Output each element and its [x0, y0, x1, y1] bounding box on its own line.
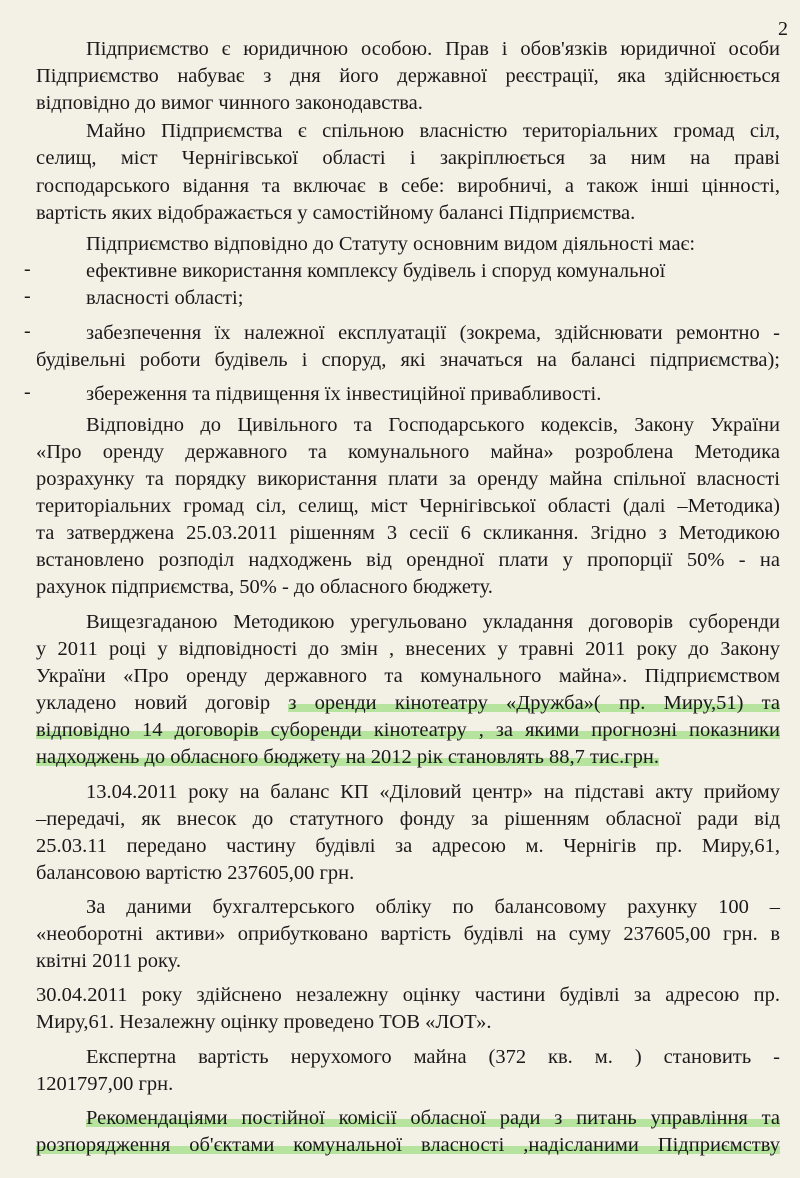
text-line: збереження та підвищення їх інвестиційної привабливості. — [86, 383, 602, 405]
highlighted-text: Рекомендаціями постійної комісії обласної ради з питань управління та — [86, 1107, 780, 1129]
highlighted-text: з оренди кінотеатру «Дружба»( пр. Миру,51) та — [288, 692, 780, 714]
text-line: квітні 2011 року. — [36, 950, 181, 972]
text-line: За даними бухгалтерського обліку по балансовому рахунку 100 – — [86, 896, 780, 918]
text-line: Підприємство відповідно до Статуту основним видом діяльності має: — [86, 233, 696, 255]
highlighted-text: надходжень до обласного бюджету на 2012 рік становлять 88,7 тис.грн. — [36, 746, 659, 768]
text-segment: укладено новий договір — [36, 692, 289, 714]
bullet-dash: - — [24, 320, 31, 342]
text-line: у 2011 році у відповідності до змін , внесених у травні 2011 року до Закону — [36, 638, 780, 660]
text-line: Підприємство набуває з дня його державної реєстрації, яка здійснюється — [36, 65, 780, 87]
text-line: територіальних громад сіл, селищ, міст Чернігівської області (далі –Методика) — [36, 495, 780, 517]
text-line: ефективне використання комплексу будівель і споруд комунальної — [86, 260, 666, 282]
text-line: України «Про оренду державного та комунального майна». Підприємством — [36, 665, 780, 687]
bullet-dash: - — [24, 381, 31, 403]
text-line: господарського відання та включає в себе: виробничі, а також інші цінності, — [36, 175, 780, 197]
text-line — [36, 717, 780, 743]
text-line: власності області; — [86, 287, 244, 309]
highlighted-text: розпорядження об'єктами комунальної власності ,надісланими Підприємству — [36, 1134, 780, 1156]
page-number: 2 — [778, 18, 788, 40]
text-line: –передачі, як внесок до статутного фонду за рішенням обласної ради від — [36, 808, 780, 830]
text-line: встановлено розподіл надходжень від орендної плати у пропорції 50% - на — [36, 549, 780, 571]
text-line: розрахунку та порядку використання плати за оренду майна спільної власності — [36, 468, 780, 490]
text-line — [86, 1105, 780, 1131]
text-line: селищ, міст Чернігівської області і закріплюється за ним на праві — [36, 147, 780, 169]
text-line: 25.03.11 передано частину будівлі за адресою м. Чернігів пр. Миру,61, — [36, 835, 780, 857]
text-line: Миру,61. Незалежну оцінку проведено ТОВ «ЛОТ». — [36, 1011, 492, 1033]
text-line: Відповідно до Цивільного та Господарського кодексів, Закону України — [86, 414, 780, 436]
text-line: «необоротні активи» оприбутковано вартість будівлі на суму 237605,00 грн. в — [36, 923, 780, 945]
text-line: відповідно до вимог чинного законодавства. — [36, 92, 423, 114]
text-line: Майно Підприємства є спільною власністю територіальних громад сіл, — [86, 120, 780, 142]
text-line — [36, 744, 780, 770]
text-line — [36, 1132, 780, 1158]
text-line: балансовою вартістю 237605,00 грн. — [36, 862, 355, 884]
text-line: «Про оренду державного та комунального майна» розроблена Методика — [36, 441, 780, 463]
text-line: вартість яких відображається у самостійному балансі Підприємства. — [36, 202, 636, 224]
text-line: Підприємство є юридичною особою. Прав і обов'язків юридичної особи — [86, 38, 780, 60]
text-line: рахунок підприємства, 50% - до обласного бюджету. — [36, 576, 493, 598]
text-line: будівельні роботи будівель і споруд, які значаться на балансі підприємства); — [36, 349, 780, 371]
text-line: забезпечення їх належної експлуатації (зокрема, здійснювати ремонтно - — [86, 322, 780, 344]
text-line: 1201797,00 грн. — [36, 1073, 174, 1095]
text-line: Експертна вартість нерухомого майна (372 кв. м. ) становить - — [86, 1046, 780, 1068]
text-line: 30.04.2011 року здійснено незалежну оцінку частини будівлі за адресою пр. — [36, 984, 780, 1006]
text-line: Вищезгаданою Методикою урегульовано укладання договорів суборенди — [86, 611, 780, 633]
text-line — [36, 690, 780, 716]
text-line: та затверджена 25.03.2011 рішенням 3 сесії 6 скликання. Згідно з Методикою — [36, 522, 780, 544]
bullet-dash: - — [24, 258, 31, 280]
highlighted-text: відповідно 14 договорів суборенди кінотеатру , за якими прогнозні показники — [36, 719, 780, 741]
text-line: 13.04.2011 року на баланс КП «Діловий центр» на підставі акту прийому — [86, 781, 780, 803]
bullet-dash: - — [24, 285, 31, 307]
